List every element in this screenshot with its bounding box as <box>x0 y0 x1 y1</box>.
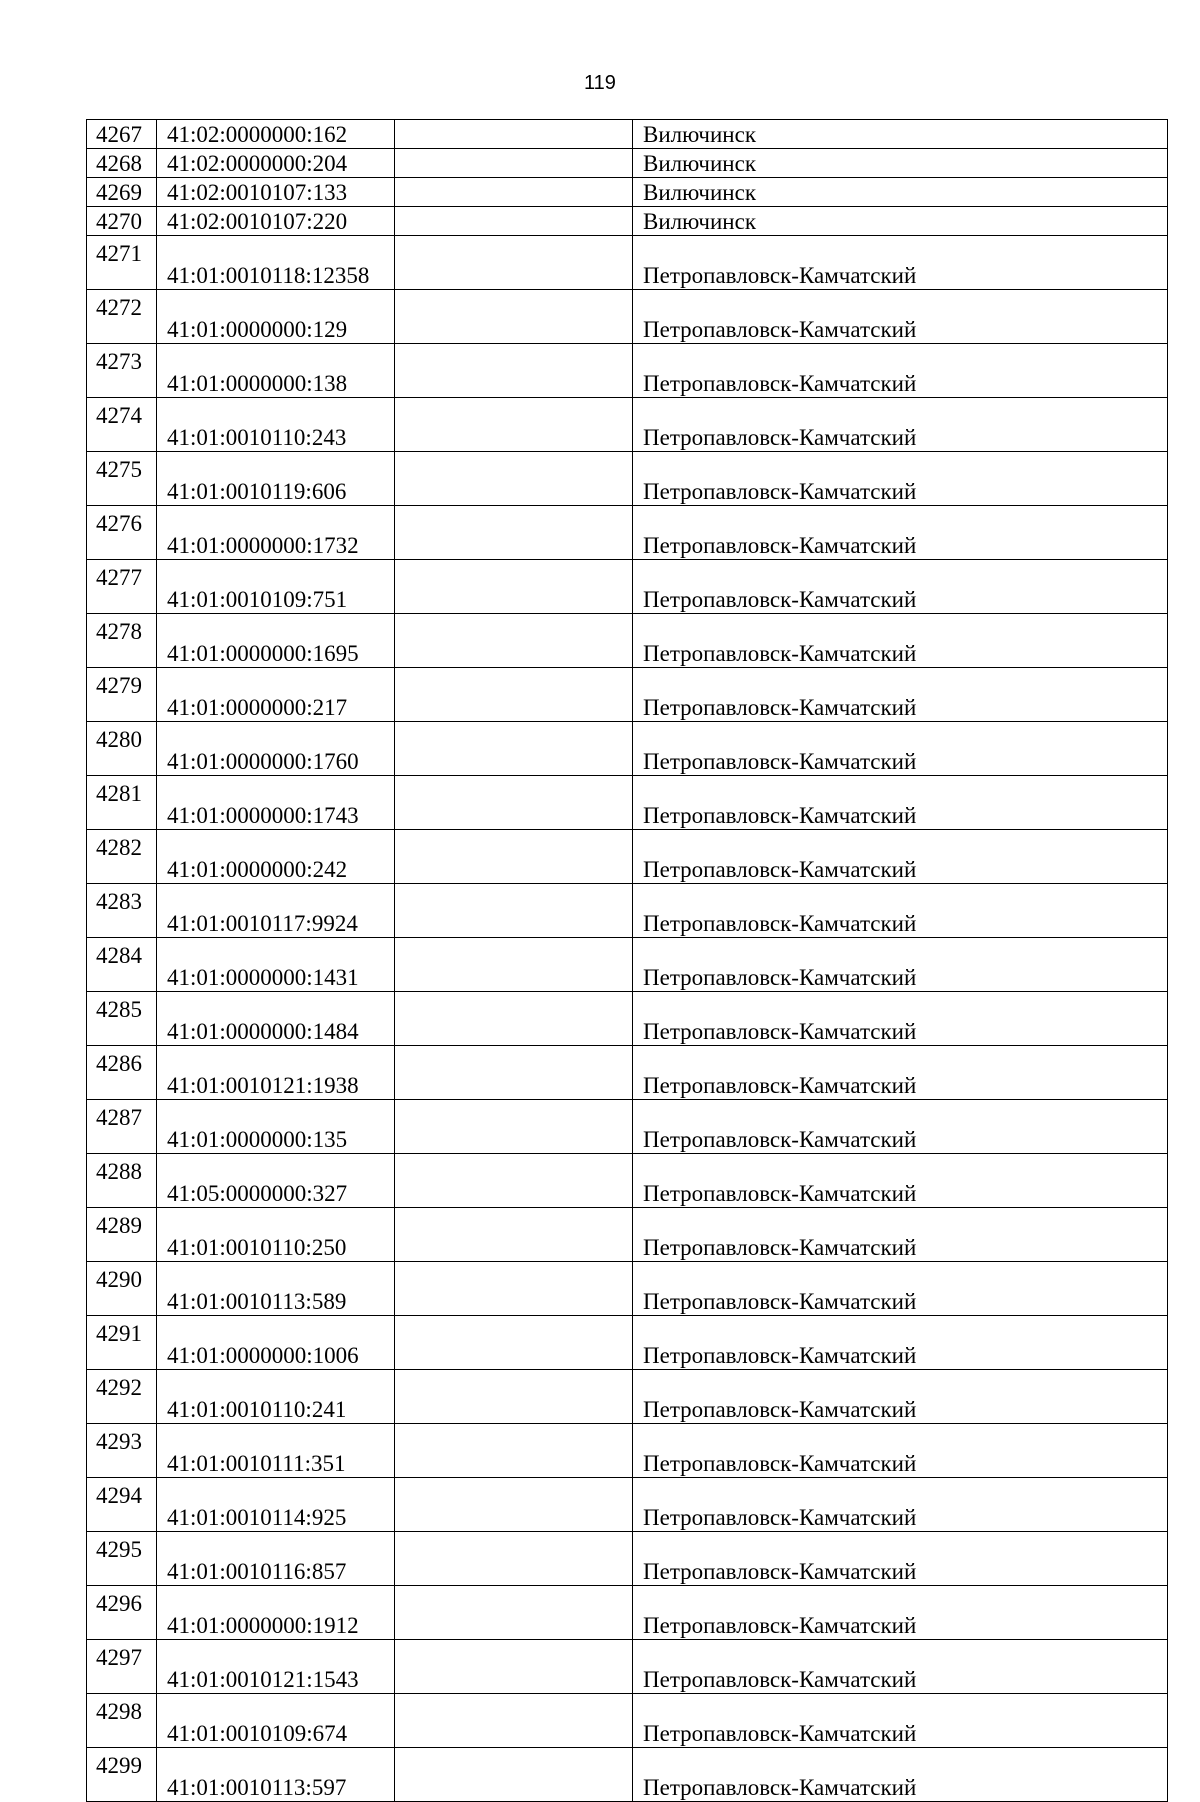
locality-cell: Петропавловск-Камчатский <box>633 830 1168 884</box>
cadastral-number-cell: 41:02:0010107:133 <box>157 178 395 207</box>
locality-cell: Петропавловск-Камчатский <box>633 1640 1168 1694</box>
table-row <box>87 1262 1168 1316</box>
cadastral-number-cell: 41:01:0000000:138 <box>157 344 395 398</box>
empty-cell <box>395 1100 633 1154</box>
empty-cell <box>395 1046 633 1100</box>
row-number-cell: 4290 <box>87 1262 157 1316</box>
cadastral-number-cell: 41:01:0010109:674 <box>157 1694 395 1748</box>
row-number-cell: 4288 <box>87 1154 157 1208</box>
locality-cell: Петропавловск-Камчатский <box>633 236 1168 290</box>
locality-cell: Петропавловск-Камчатский <box>633 722 1168 776</box>
table-row <box>87 1154 1168 1208</box>
table-row <box>87 938 1168 992</box>
row-number-cell: 4287 <box>87 1100 157 1154</box>
empty-cell <box>395 1640 633 1694</box>
cadastral-number-cell: 41:01:0000000:1743 <box>157 776 395 830</box>
table-row <box>87 776 1168 830</box>
cadastral-number-cell: 41:01:0000000:242 <box>157 830 395 884</box>
row-number-cell: 4282 <box>87 830 157 884</box>
row-number-cell: 4299 <box>87 1748 157 1802</box>
locality-cell: Петропавловск-Камчатский <box>633 1316 1168 1370</box>
locality-cell: Петропавловск-Камчатский <box>633 1694 1168 1748</box>
row-number-cell: 4292 <box>87 1370 157 1424</box>
cadastral-number-cell: 41:01:0000000:1695 <box>157 614 395 668</box>
table-row <box>87 344 1168 398</box>
locality-cell: Петропавловск-Камчатский <box>633 1100 1168 1154</box>
empty-cell <box>395 560 633 614</box>
empty-cell <box>395 506 633 560</box>
cadastral-number-cell: 41:01:0000000:1732 <box>157 506 395 560</box>
empty-cell <box>395 776 633 830</box>
row-number-cell: 4281 <box>87 776 157 830</box>
table-row <box>87 1424 1168 1478</box>
empty-cell <box>395 344 633 398</box>
row-number-cell: 4271 <box>87 236 157 290</box>
row-number-cell: 4283 <box>87 884 157 938</box>
cadastral-number-cell: 41:01:0010110:241 <box>157 1370 395 1424</box>
locality-cell: Петропавловск-Камчатский <box>633 1262 1168 1316</box>
empty-cell <box>395 398 633 452</box>
empty-cell <box>395 830 633 884</box>
table-row <box>87 992 1168 1046</box>
row-number-cell: 4277 <box>87 560 157 614</box>
row-number-cell: 4269 <box>87 178 157 207</box>
cadastral-number-cell: 41:01:0010113:589 <box>157 1262 395 1316</box>
locality-cell: Петропавловск-Камчатский <box>633 884 1168 938</box>
empty-cell <box>395 614 633 668</box>
row-number-cell: 4298 <box>87 1694 157 1748</box>
locality-cell: Петропавловск-Камчатский <box>633 1046 1168 1100</box>
table-row <box>87 722 1168 776</box>
row-number-cell: 4296 <box>87 1586 157 1640</box>
cadastral-number-cell: 41:01:0010110:243 <box>157 398 395 452</box>
locality-cell: Вилючинск <box>633 120 1168 149</box>
cadastral-number-cell: 41:01:0010121:1543 <box>157 1640 395 1694</box>
table-row <box>87 560 1168 614</box>
cadastral-number-cell: 41:01:0010118:12358 <box>157 236 395 290</box>
cadastral-number-cell: 41:01:0010111:351 <box>157 1424 395 1478</box>
table-row <box>87 668 1168 722</box>
empty-cell <box>395 236 633 290</box>
row-number-cell: 4276 <box>87 506 157 560</box>
row-number-cell: 4297 <box>87 1640 157 1694</box>
table-row <box>87 398 1168 452</box>
locality-cell: Вилючинск <box>633 207 1168 236</box>
empty-cell <box>395 1370 633 1424</box>
table-row <box>87 1370 1168 1424</box>
locality-cell: Петропавловск-Камчатский <box>633 1208 1168 1262</box>
row-number-cell: 4274 <box>87 398 157 452</box>
empty-cell <box>395 1424 633 1478</box>
locality-cell: Петропавловск-Камчатский <box>633 614 1168 668</box>
cadastral-number-cell: 41:01:0000000:129 <box>157 290 395 344</box>
empty-cell <box>395 1478 633 1532</box>
cadastral-number-cell: 41:01:0000000:1912 <box>157 1586 395 1640</box>
empty-cell <box>395 149 633 178</box>
locality-cell: Петропавловск-Камчатский <box>633 668 1168 722</box>
cadastral-number-cell: 41:02:0000000:204 <box>157 149 395 178</box>
table-row <box>87 236 1168 290</box>
table-row <box>87 1586 1168 1640</box>
table-row <box>87 452 1168 506</box>
table-row <box>87 120 1168 149</box>
locality-cell: Петропавловск-Камчатский <box>633 938 1168 992</box>
locality-cell: Петропавловск-Камчатский <box>633 344 1168 398</box>
locality-cell: Петропавловск-Камчатский <box>633 1154 1168 1208</box>
table-row <box>87 1532 1168 1586</box>
empty-cell <box>395 884 633 938</box>
empty-cell <box>395 120 633 149</box>
locality-cell: Петропавловск-Камчатский <box>633 506 1168 560</box>
row-number-cell: 4293 <box>87 1424 157 1478</box>
locality-cell: Петропавловск-Камчатский <box>633 1748 1168 1802</box>
cadastral-number-cell: 41:01:0010109:751 <box>157 560 395 614</box>
empty-cell <box>395 668 633 722</box>
row-number-cell: 4280 <box>87 722 157 776</box>
cadastral-number-cell: 41:01:0010114:925 <box>157 1478 395 1532</box>
cadastral-number-cell: 41:01:0010113:597 <box>157 1748 395 1802</box>
cadastral-number-cell: 41:01:0000000:1006 <box>157 1316 395 1370</box>
table-row <box>87 884 1168 938</box>
cadastral-number-cell: 41:01:0010117:9924 <box>157 884 395 938</box>
table-row <box>87 1046 1168 1100</box>
locality-cell: Петропавловск-Камчатский <box>633 1370 1168 1424</box>
cadastral-number-cell: 41:01:0010110:250 <box>157 1208 395 1262</box>
registry-table <box>86 119 1168 1802</box>
empty-cell <box>395 722 633 776</box>
empty-cell <box>395 1748 633 1802</box>
empty-cell <box>395 1208 633 1262</box>
locality-cell: Петропавловск-Камчатский <box>633 560 1168 614</box>
row-number-cell: 4275 <box>87 452 157 506</box>
table-row <box>87 1694 1168 1748</box>
locality-cell: Петропавловск-Камчатский <box>633 1424 1168 1478</box>
empty-cell <box>395 1262 633 1316</box>
table-row <box>87 290 1168 344</box>
locality-cell: Вилючинск <box>633 178 1168 207</box>
row-number-cell: 4289 <box>87 1208 157 1262</box>
row-number-cell: 4278 <box>87 614 157 668</box>
locality-cell: Петропавловск-Камчатский <box>633 1478 1168 1532</box>
locality-cell: Петропавловск-Камчатский <box>633 1586 1168 1640</box>
empty-cell <box>395 178 633 207</box>
cadastral-number-cell: 41:01:0000000:135 <box>157 1100 395 1154</box>
locality-cell: Петропавловск-Камчатский <box>633 776 1168 830</box>
empty-cell <box>395 1694 633 1748</box>
cadastral-number-cell: 41:01:0000000:217 <box>157 668 395 722</box>
table-row <box>87 149 1168 178</box>
cadastral-number-cell: 41:01:0000000:1484 <box>157 992 395 1046</box>
cadastral-number-cell: 41:01:0000000:1760 <box>157 722 395 776</box>
row-number-cell: 4273 <box>87 344 157 398</box>
row-number-cell: 4279 <box>87 668 157 722</box>
table-row <box>87 207 1168 236</box>
row-number-cell: 4286 <box>87 1046 157 1100</box>
cadastral-number-cell: 41:02:0000000:162 <box>157 120 395 149</box>
empty-cell <box>395 1532 633 1586</box>
empty-cell <box>395 1154 633 1208</box>
cadastral-number-cell: 41:01:0010121:1938 <box>157 1046 395 1100</box>
row-number-cell: 4285 <box>87 992 157 1046</box>
cadastral-number-cell: 41:01:0010116:857 <box>157 1532 395 1586</box>
row-number-cell: 4268 <box>87 149 157 178</box>
row-number-cell: 4270 <box>87 207 157 236</box>
table-row <box>87 1478 1168 1532</box>
cadastral-number-cell: 41:05:0000000:327 <box>157 1154 395 1208</box>
empty-cell <box>395 1316 633 1370</box>
empty-cell <box>395 207 633 236</box>
registry-table-body <box>87 120 1168 1802</box>
empty-cell <box>395 938 633 992</box>
empty-cell <box>395 290 633 344</box>
table-row <box>87 1208 1168 1262</box>
locality-cell: Петропавловск-Камчатский <box>633 452 1168 506</box>
row-number-cell: 4294 <box>87 1478 157 1532</box>
page-number: 119 <box>584 72 616 94</box>
cadastral-number-cell: 41:01:0000000:1431 <box>157 938 395 992</box>
locality-cell: Петропавловск-Камчатский <box>633 992 1168 1046</box>
row-number-cell: 4295 <box>87 1532 157 1586</box>
row-number-cell: 4291 <box>87 1316 157 1370</box>
table-row <box>87 614 1168 668</box>
table-row <box>87 1640 1168 1694</box>
table-row <box>87 506 1168 560</box>
table-row <box>87 178 1168 207</box>
row-number-cell: 4272 <box>87 290 157 344</box>
empty-cell <box>395 1586 633 1640</box>
table-row <box>87 1100 1168 1154</box>
row-number-cell: 4284 <box>87 938 157 992</box>
empty-cell <box>395 992 633 1046</box>
locality-cell: Вилючинск <box>633 149 1168 178</box>
cadastral-number-cell: 41:02:0010107:220 <box>157 207 395 236</box>
row-number-cell: 4267 <box>87 120 157 149</box>
locality-cell: Петропавловск-Камчатский <box>633 1532 1168 1586</box>
empty-cell <box>395 452 633 506</box>
table-row <box>87 1316 1168 1370</box>
locality-cell: Петропавловск-Камчатский <box>633 398 1168 452</box>
table-row <box>87 1748 1168 1802</box>
table-row <box>87 830 1168 884</box>
cadastral-number-cell: 41:01:0010119:606 <box>157 452 395 506</box>
locality-cell: Петропавловск-Камчатский <box>633 290 1168 344</box>
